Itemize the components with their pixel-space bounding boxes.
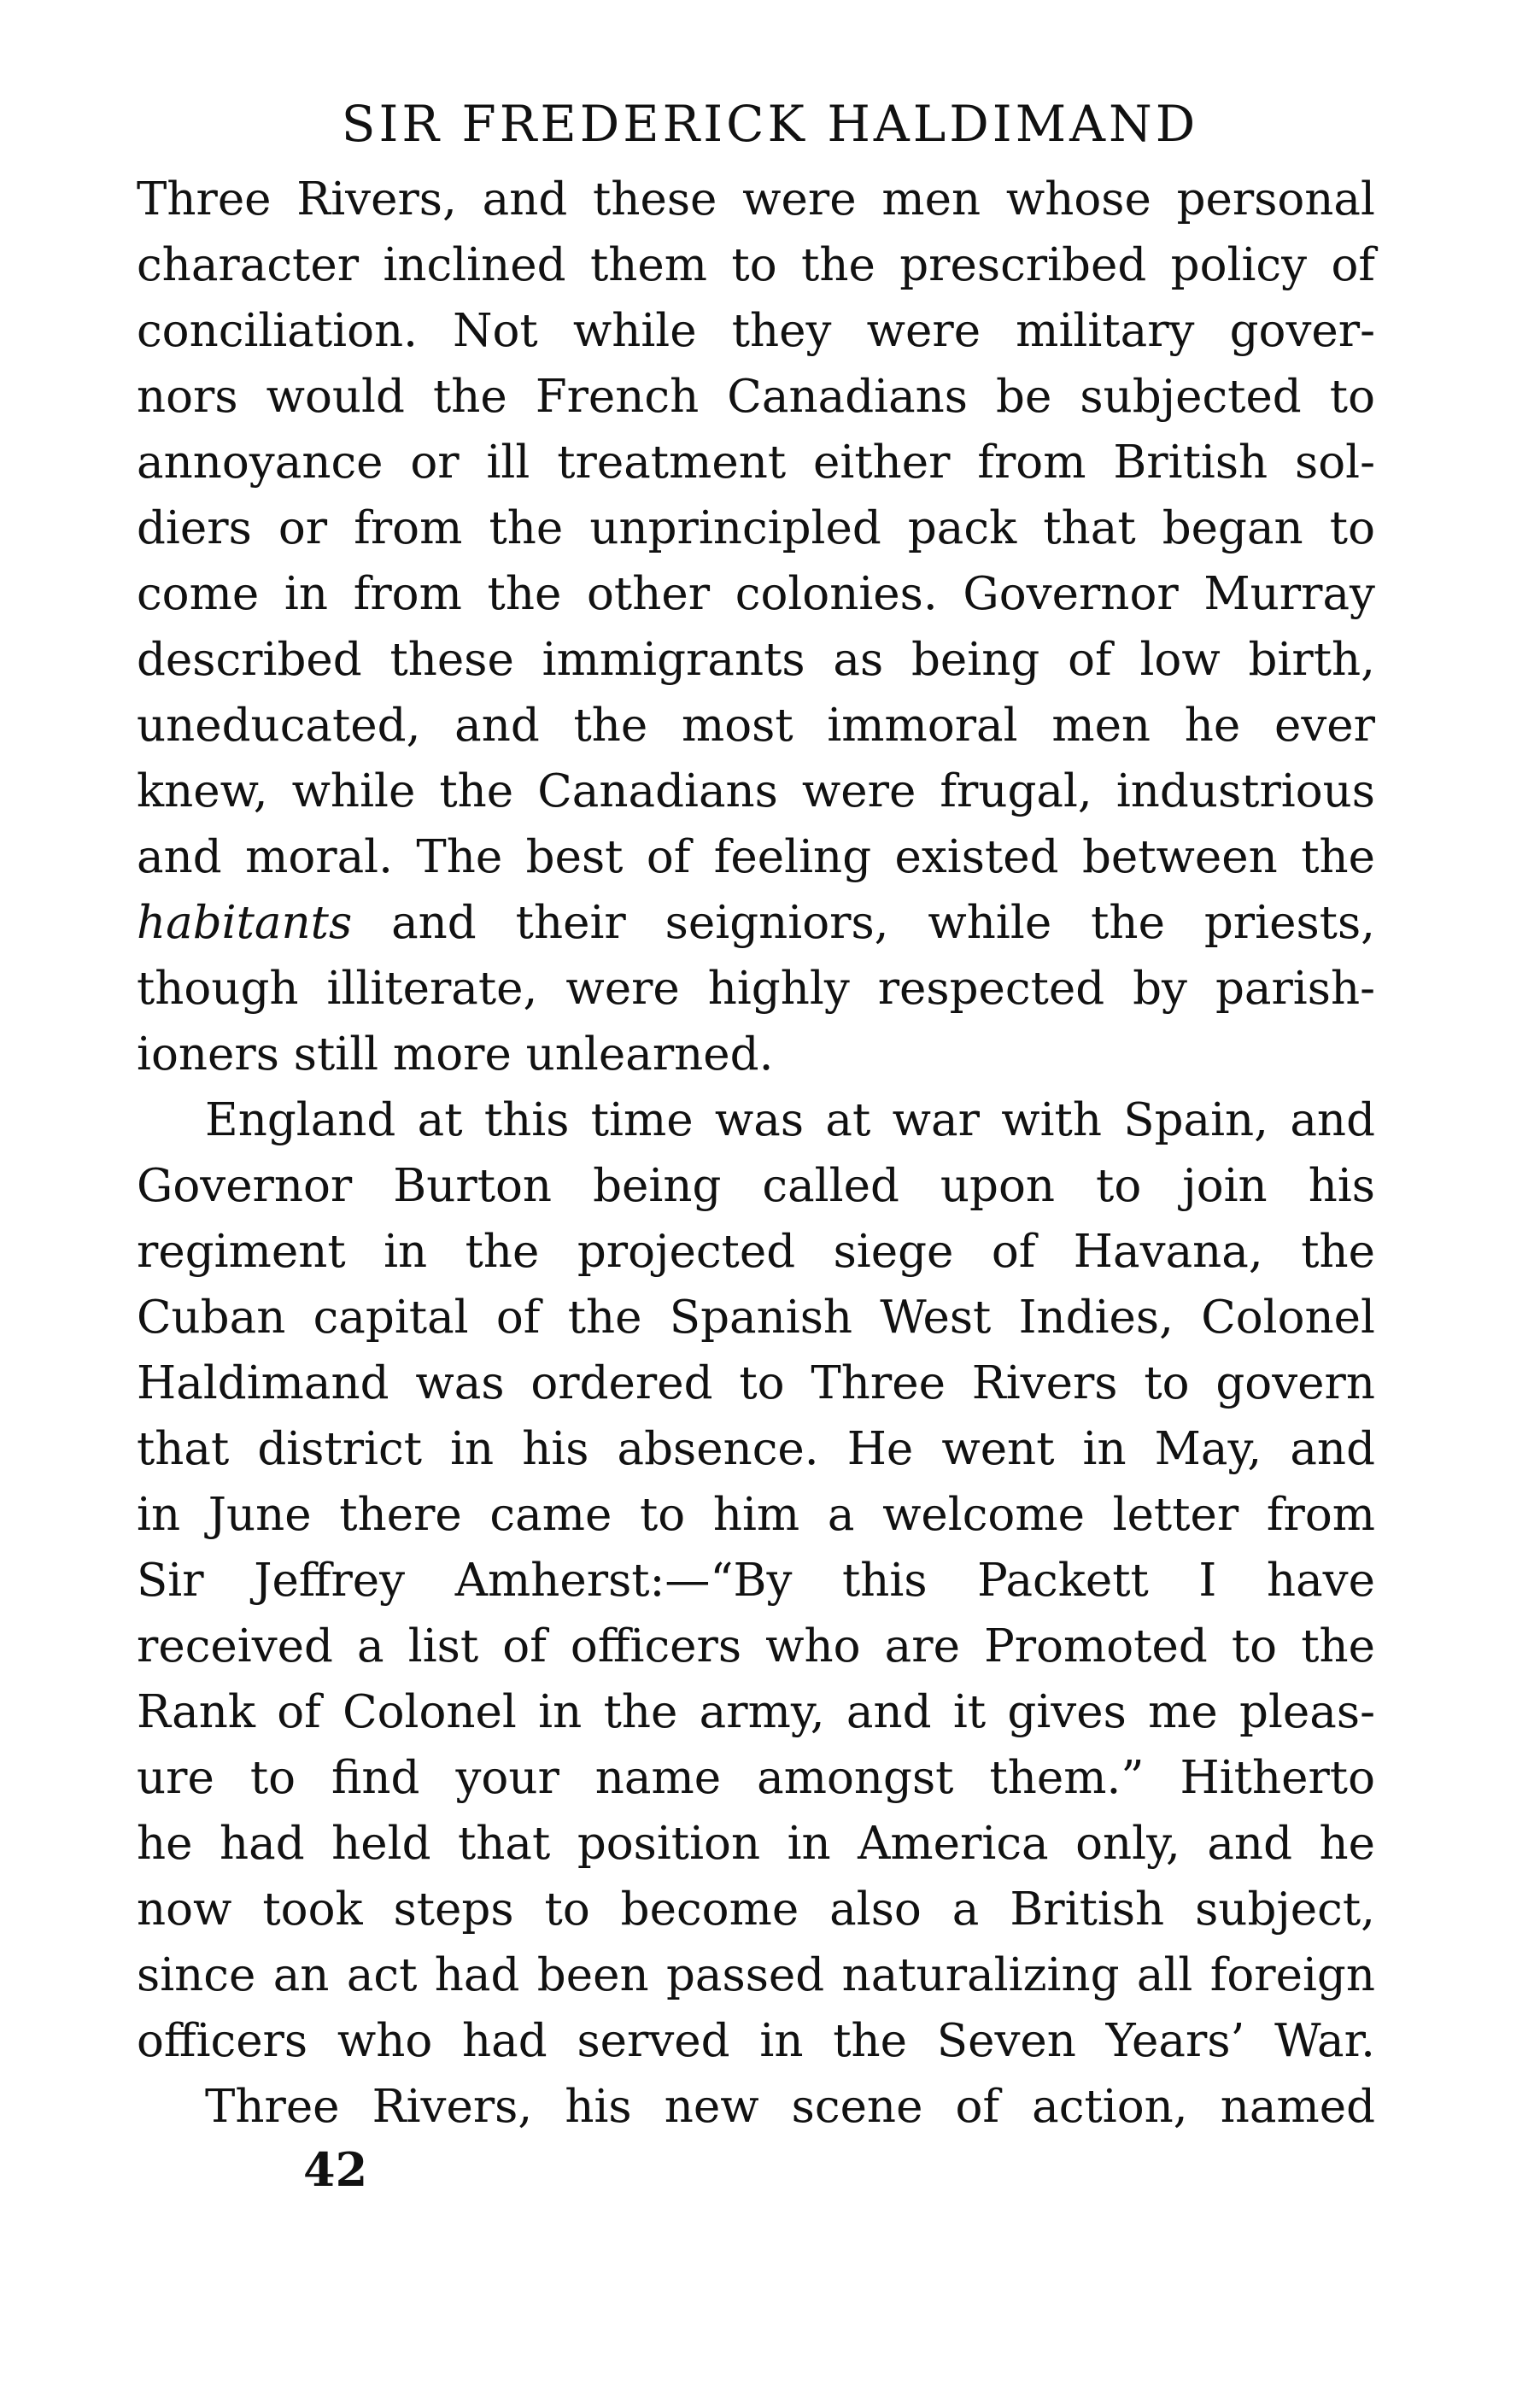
paragraph: [137, 1087, 1375, 2074]
text-line: Haldimand was ordered to Three Rivers to govern: [137, 1357, 1375, 1409]
text-line: ure to find your name amongst them.” Hitherto: [137, 1752, 1375, 1804]
text-line: ioners still more unlearned.: [137, 1028, 774, 1081]
italic-word: habitants: [137, 897, 353, 949]
text-line: and moral. The best of feeling existed between the: [137, 831, 1375, 883]
text-line: that district in his absence. He went in May, and: [137, 1423, 1375, 1475]
text-line: nors would the French Canadians be subjected to: [137, 371, 1375, 423]
text-line: received a list of officers who are Promoted to the: [137, 1620, 1375, 1672]
text-line: annoyance or ill treatment either from British sol-: [137, 436, 1375, 489]
text-line: now took steps to become also a British subject,: [137, 1883, 1375, 1936]
running-head: SIR FREDERICK HALDIMAND: [341, 95, 1199, 153]
text-line: he had held that position in America only, and he: [137, 1818, 1375, 1870]
text-line: since an act had been passed naturalizing all foreign: [137, 1949, 1375, 2001]
text-line: conciliation. Not while they were military gover-: [137, 305, 1375, 357]
text-line: though illiterate, were highly respected by parish-: [137, 963, 1375, 1015]
text-line: diers or from the unprincipled pack that began to: [137, 502, 1375, 554]
text-line: described these immigrants as being of low birth,: [137, 634, 1375, 686]
text-line: [137, 890, 1375, 956]
page-number: 42: [303, 2142, 368, 2197]
text-line: knew, while the Canadians were frugal, industrious: [137, 765, 1375, 817]
text-line: regiment in the projected siege of Havana, the: [137, 1226, 1375, 1278]
text-line: uneducated, and the most immoral men he ever: [137, 700, 1375, 752]
text-line: Governor Burton being called upon to join his: [137, 1160, 1375, 1212]
text-line: Sir Jeffrey Amherst:—“By this Packett I have: [137, 1555, 1375, 1607]
body-text: [137, 167, 1375, 2140]
text-line: Three Rivers, and these were men whose personal: [137, 173, 1375, 226]
text-line-rest: and their seigniors, while the priests,: [352, 897, 1375, 949]
paragraph: [137, 2074, 1375, 2140]
text-line: come in from the other colonies. Governor Murray: [137, 568, 1375, 620]
text-line: Cuban capital of the Spanish West Indies, Colonel: [137, 1292, 1375, 1344]
text-line: Rank of Colonel in the army, and it gives me pleas-: [137, 1686, 1375, 1738]
text-line: England at this time was at war with Spain, and: [205, 1094, 1375, 1146]
text-line: in June there came to him a welcome letter from: [137, 1489, 1375, 1541]
text-line: Three Rivers, his new scene of action, named: [205, 2081, 1375, 2133]
text-line: character inclined them to the prescribed policy of: [137, 239, 1375, 291]
text-line: officers who had served in the Seven Years’ War.: [137, 2015, 1375, 2067]
paragraph: [137, 167, 1375, 1087]
